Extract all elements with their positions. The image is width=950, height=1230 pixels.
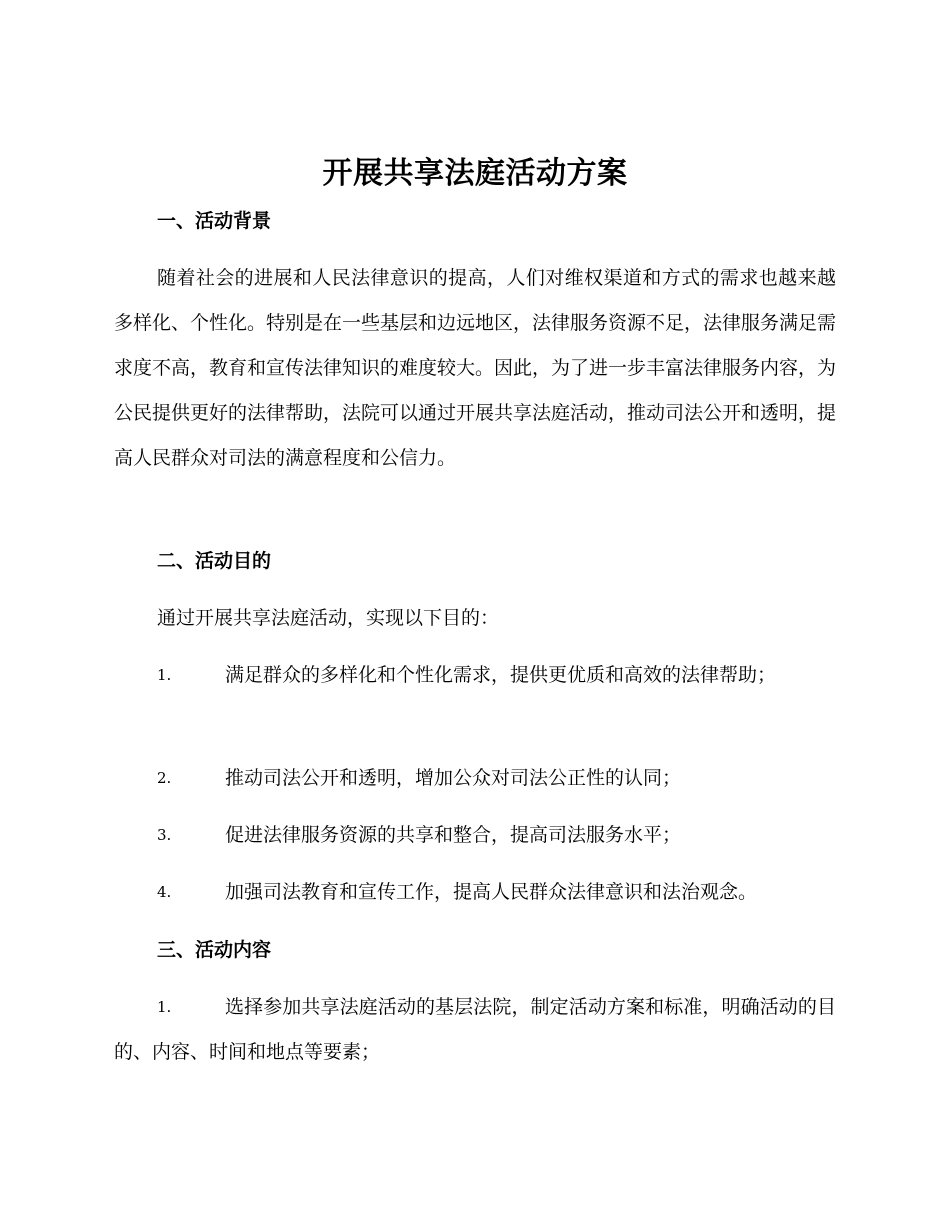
list-item [114,756,836,801]
list-item-text: 推动司法公开和透明，增加公众对司法公正性的认同； [225,767,682,789]
list-item [114,653,836,698]
list-item-number: 3. [157,826,172,844]
list-item-text: 满足群众的多样化和个性化需求，提供更优质和高效的法律帮助； [225,664,777,686]
section-heading-purpose: 二、活动目的 [157,550,272,572]
list-item-text: 促进法律服务资源的共享和整合，提高司法服务水平； [225,824,682,846]
section-heading-content: 三、活动内容 [157,939,272,961]
list-item-number: 1. [157,666,172,684]
purpose-intro: 通过开展共享法庭活动，实现以下目的： [157,607,500,629]
document-title: 开展共享法庭活动方案 [322,156,628,191]
list-item [114,985,836,1075]
list-item-number: 2. [157,769,172,787]
list-item-text: 加强司法教育和宣传工作，提高人民群众法律意识和法治观念。 [225,881,758,903]
list-item [114,870,836,915]
list-item-number: 1. [157,998,172,1016]
section-heading-background: 一、活动背景 [157,210,272,232]
list-item [114,813,836,858]
list-item-text: 选择参加共享法庭活动的基层法院，制定活动方案和标准，明确活动的目的、内容、时间和地点等要素； [114,996,836,1063]
background-paragraph: 随着社会的进展和人民法律意识的提高，人们对维权渠道和方式的需求也越来越多样化、个性化。特别是在一些基层和边远地区，法律服务资源不足，法律服务满足需求度不高，教育和宣传法律知识的难度较大。因此，为了进一步丰富法律服务内容，为公民提供更好的法律帮助，法院可以通过开展共享法庭活动，推动司法公开和透明，提高人民群众对司法的满意程度和公信力。 [114,267,837,469]
list-item-number: 4. [157,883,172,901]
